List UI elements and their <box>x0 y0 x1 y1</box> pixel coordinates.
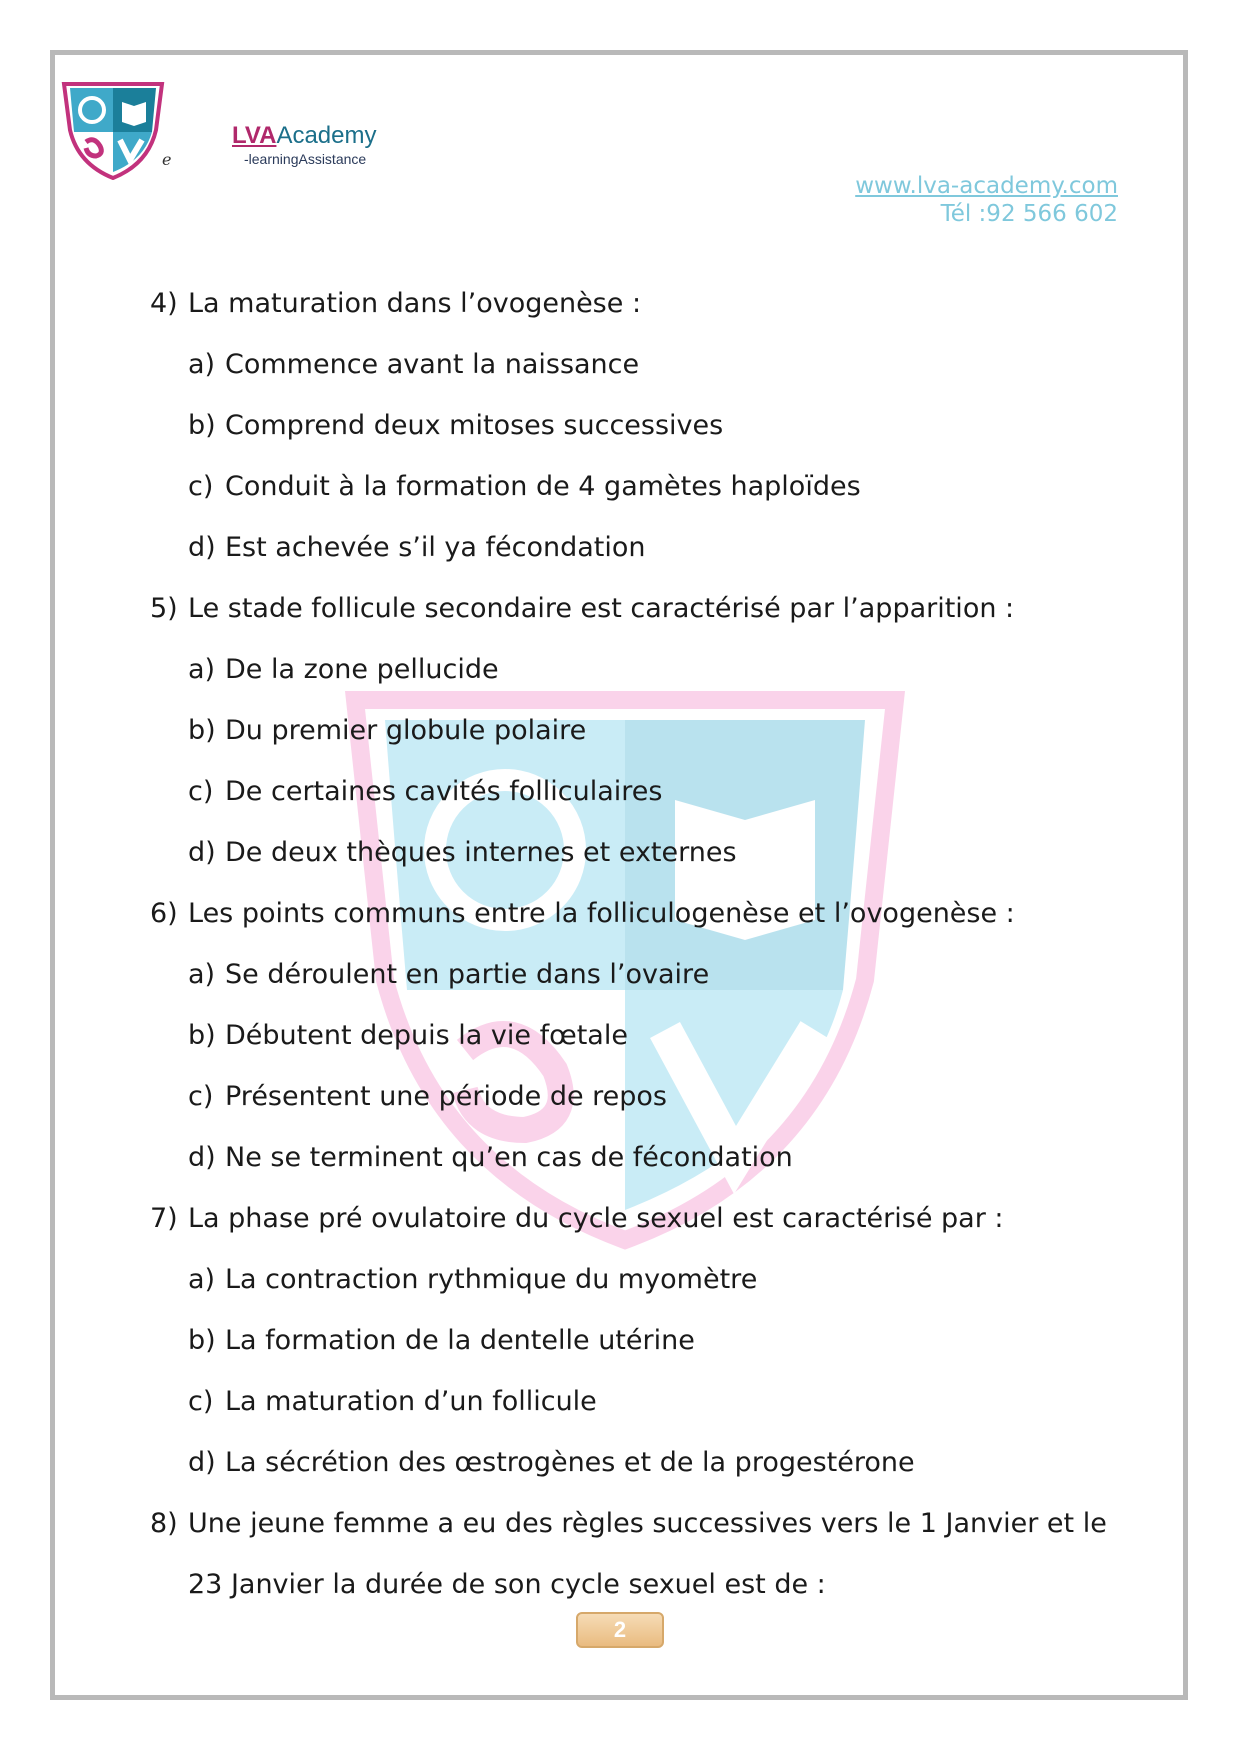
question-text: La phase pré ovulatoire du cycle sexuel est caractérisé par : <box>188 1203 1004 1234</box>
option-letter: d) <box>188 532 216 563</box>
phone-number: Tél :92 566 602 <box>940 201 1118 227</box>
option-letter: b) <box>188 1325 216 1356</box>
brand-name <box>232 122 376 150</box>
option-text: La contraction rythmique du myomètre <box>225 1264 758 1295</box>
option-text: La maturation d’un follicule <box>225 1386 597 1417</box>
question-text: Une jeune femme a eu des règles successives vers le 1 Janvier et le <box>188 1508 1107 1539</box>
option-letter: c) <box>188 776 214 807</box>
option-text: De deux thèques internes et externes <box>225 837 737 868</box>
question-number: 8) <box>150 1508 178 1539</box>
brand-tagline: -learningAssistance <box>244 151 367 167</box>
option-text: Du premier globule polaire <box>225 715 587 746</box>
question-8 <box>150 1493 1110 1554</box>
option-letter: d) <box>188 837 216 868</box>
question-4 <box>150 273 1110 334</box>
question-text: La maturation dans l’ovogenèse : <box>188 288 642 319</box>
option-letter: b) <box>188 715 216 746</box>
question-text: Les points communs entre la folliculogenèse et l’ovogenèse : <box>188 898 1015 929</box>
option-text: La sécrétion des œstrogènes et de la progestérone <box>225 1447 915 1478</box>
question-7 <box>150 1188 1110 1249</box>
brand-block <box>232 122 376 168</box>
question-6 <box>150 883 1110 944</box>
option-text: De la zone pellucide <box>225 654 499 685</box>
question-number: 6) <box>150 898 178 929</box>
option-5d <box>150 822 1110 883</box>
option-7d <box>150 1432 1110 1493</box>
option-5a <box>150 639 1110 700</box>
option-7c <box>150 1371 1110 1432</box>
option-letter: b) <box>188 410 216 441</box>
option-4c <box>150 456 1110 517</box>
option-letter: c) <box>188 1081 214 1112</box>
option-text: De certaines cavités folliculaires <box>225 776 663 807</box>
brand-prefix: LVA <box>232 122 277 149</box>
option-text: Débutent depuis la vie fœtale <box>225 1020 628 1051</box>
option-4d <box>150 517 1110 578</box>
contact-block <box>855 172 1118 228</box>
shield-logo-icon <box>58 80 168 180</box>
question-number: 5) <box>150 593 178 624</box>
option-letter: a) <box>188 654 216 685</box>
option-text: Se déroulent en partie dans l’ovaire <box>225 959 710 990</box>
option-6a <box>150 944 1110 1005</box>
option-text: Conduit à la formation de 4 gamètes haploïdes <box>225 471 861 502</box>
option-5b <box>150 700 1110 761</box>
option-text: Comprend deux mitoses successives <box>225 410 724 441</box>
option-letter: d) <box>188 1447 216 1478</box>
option-letter: a) <box>188 349 216 380</box>
question-5 <box>150 578 1110 639</box>
option-6d <box>150 1127 1110 1188</box>
option-7b <box>150 1310 1110 1371</box>
option-4b <box>150 395 1110 456</box>
option-text: La formation de la dentelle utérine <box>225 1325 695 1356</box>
option-text: Ne se terminent qu’en cas de fécondation <box>225 1142 793 1173</box>
option-4a <box>150 334 1110 395</box>
question-list <box>150 273 1110 1615</box>
option-letter: a) <box>188 1264 216 1295</box>
website-link[interactable]: www.lva-academy.com <box>855 173 1118 199</box>
question-8-continuation <box>150 1554 1110 1615</box>
option-7a <box>150 1249 1110 1310</box>
option-6b <box>150 1005 1110 1066</box>
option-letter: c) <box>188 1386 214 1417</box>
question-number: 4) <box>150 288 178 319</box>
option-text: Est achevée s’il ya fécondation <box>225 532 646 563</box>
option-6c <box>150 1066 1110 1127</box>
question-text-continuation: 23 Janvier la durée de son cycle sexuel est de : <box>188 1569 826 1600</box>
option-letter: b) <box>188 1020 216 1051</box>
logo-letter: e <box>162 150 172 169</box>
option-text: Présentent une période de repos <box>225 1081 667 1112</box>
option-letter: d) <box>188 1142 216 1173</box>
option-5c <box>150 761 1110 822</box>
question-text: Le stade follicule secondaire est caractérisé par l’apparition : <box>188 593 1015 624</box>
page-number-badge: 2 <box>576 1612 664 1648</box>
brand-suffix: Academy <box>276 122 377 149</box>
question-number: 7) <box>150 1203 178 1234</box>
option-letter: c) <box>188 471 214 502</box>
option-text: Commence avant la naissance <box>225 349 640 380</box>
option-letter: a) <box>188 959 216 990</box>
